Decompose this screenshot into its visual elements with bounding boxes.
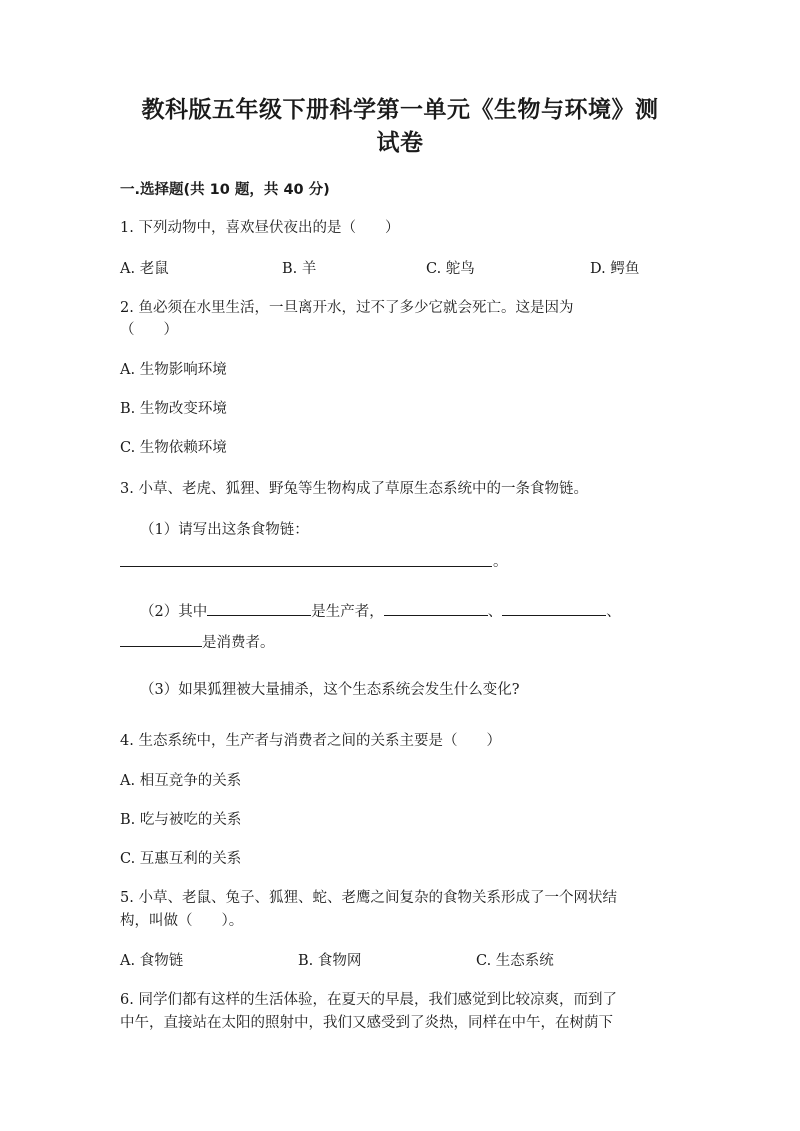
question-4-option-c: C. 互惠互利的关系 xyxy=(120,851,242,867)
question-3-sub-3: （3）如果狐狸被大量捕杀，这个生态系统会发生什么变化? xyxy=(140,682,520,698)
question-1-option-c: C. 鸵鸟 xyxy=(426,261,475,277)
question-5-stem-line-1: 5. 小草、老鼠、兔子、狐狸、蛇、老鹰之间复杂的食物关系形成了一个网状结 xyxy=(120,890,617,906)
question-1-option-d: D. 鳄鱼 xyxy=(590,261,640,277)
question-4-stem: 4. 生态系统中，生产者与消费者之间的关系主要是（ ） xyxy=(120,733,501,749)
consumer-blank-1 xyxy=(384,600,488,616)
question-2-option-b: B. 生物改变环境 xyxy=(120,401,227,417)
sub-2-producer-text: 是生产者， xyxy=(311,604,384,620)
question-3-sub-1-end: 。 xyxy=(493,554,508,570)
question-5-stem-line-2: 构，叫做（ ）。 xyxy=(120,913,244,929)
sub-2-consumer-text: 是消费者。 xyxy=(202,635,275,651)
question-6-stem-line-2: 中午，直接站在太阳的照射中，我们又感受到了炎热，同样在中午，在树荫下 xyxy=(120,1015,613,1031)
question-3-sub-1: （1）请写出这条食物链： xyxy=(140,522,309,538)
question-6-stem-line-1: 6. 同学们都有这样的生活体验，在夏天的早晨，我们感觉到比较凉爽，而到了 xyxy=(120,992,617,1008)
producer-blank xyxy=(207,600,311,616)
question-2-option-c: C. 生物依赖环境 xyxy=(120,440,227,456)
sub-2-separator-1: 、 xyxy=(487,604,503,620)
question-3-sub-2-cont xyxy=(120,631,275,653)
page-title xyxy=(120,94,680,160)
question-1-option-b: B. 羊 xyxy=(282,261,317,277)
question-4-option-b: B. 吃与被吃的关系 xyxy=(120,812,242,828)
question-5-option-a: A. 食物链 xyxy=(120,953,184,969)
question-3-sub-2 xyxy=(140,600,621,622)
question-2-stem-line-1: 2. 鱼必须在水里生活，一旦离开水，过不了多少它就会死亡。这是因为 xyxy=(120,300,574,316)
consumer-blank-2 xyxy=(502,600,606,616)
sub-2-prefix: （2）其中 xyxy=(140,604,208,620)
question-4-option-a: A. 相互竞争的关系 xyxy=(120,773,242,789)
consumer-blank-3 xyxy=(120,631,202,647)
sub-2-separator-2: 、 xyxy=(606,604,621,620)
section-heading: 一.选择题(共 10 题，共 40 分) xyxy=(120,182,330,198)
title-line-1: 教科版五年级下册科学第一单元《生物与环境》测 xyxy=(141,97,659,123)
question-1-stem: 1. 下列动物中，喜欢昼伏夜出的是（ ） xyxy=(120,220,400,236)
question-1-option-a: A. 老鼠 xyxy=(120,261,169,277)
title-line-2: 试卷 xyxy=(376,130,424,156)
question-5-option-b: B. 食物网 xyxy=(298,953,362,969)
food-chain-answer-line xyxy=(120,566,492,567)
question-2-option-a: A. 生物影响环境 xyxy=(120,362,227,378)
question-2-stem-line-2: （ ） xyxy=(120,322,178,338)
question-5-option-c: C. 生态系统 xyxy=(476,953,554,969)
question-3-stem: 3. 小草、老虎、狐狸、野兔等生物构成了草原生态系统中的一条食物链。 xyxy=(120,481,588,497)
